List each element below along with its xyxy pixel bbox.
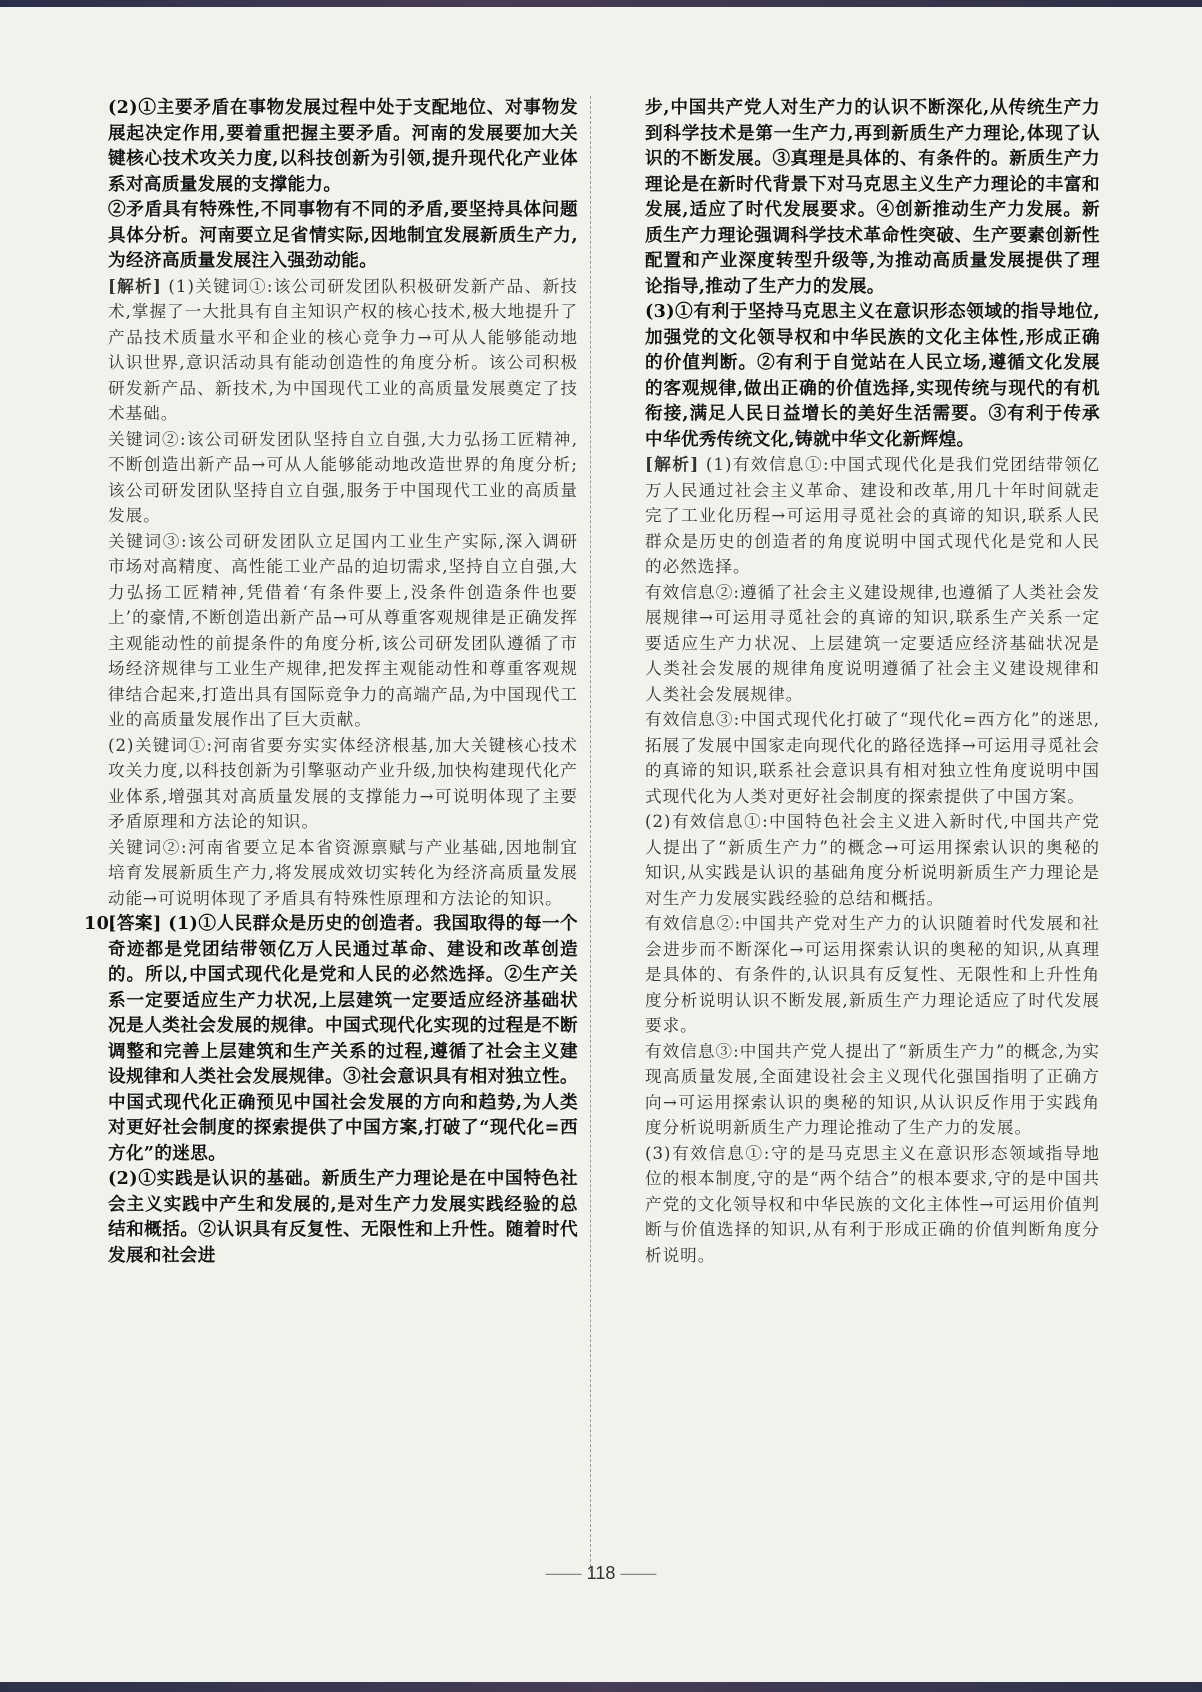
answer-tag: [答案] xyxy=(108,913,162,934)
analysis-paragraph: 有效信息③:中国共产党人提出了“新质生产力”的概念,为实现高质量发展,全面建设社会主义现代化强国指明了正确方向→可运用探索认识的奥秘的知识,从认识反作用于实践角度分析说明新质生产力理论推动了生产力的发展。 xyxy=(645,1041,1100,1137)
question-number: 10. xyxy=(84,913,116,934)
analysis-paragraph: 关键词②:河南省要立足本省资源禀赋与产业基础,因地制宜培育发展新质生产力,将发展成效切实转化为经济高质量发展动能→可说明体现了矛盾具有特殊性原理和方法论的知识。 xyxy=(108,837,578,908)
left-column xyxy=(84,95,578,1268)
answer-paragraph: 10. [答案] (1)①人民群众是历史的创造者。我国取得的每一个奇迹都是党团结带领亿万人民通过革命、建设和改革创造的。所以,中国式现代化是党和人民的必然选择。②生产关系一定要适应生产力状况,上层建筑一定要适应经济基础状况是人类社会发展的规律。中国式现代化实现的过程是不断调整和完善上层建筑和生产关系的过程,遵循了社会主义建设规律和人类社会发展规律。③社会意识具有相对独立性。中国式现代化正确预见中国社会发展的方向和趋势,为人类对更好社会制度的探索提供了中国方案,打破了“现代化=西方化”的迷思。 xyxy=(84,913,578,1164)
right-column xyxy=(645,95,1100,1268)
analysis-paragraph: 关键词②:该公司研发团队坚持自立自强,大力弘扬工匠精神,不断创造出新产品→可从人能够能动地改造世界的角度分析;该公司研发团队坚持自立自强,服务于中国现代工业的高质量发展。 xyxy=(108,429,578,525)
analysis-paragraph: [解析] (1)有效信息①:中国式现代化是我们党团结带领亿万人民通过社会主义革命、建设和改革,用几十年时间就走完了工业化历程→可运用寻觅社会的真谛的知识,联系人民群众是历史的创造者的角度说明中国式现代化是党和人民的必然选择。 xyxy=(645,454,1101,576)
page-footer xyxy=(0,1563,1202,1584)
answer-paragraph: ②矛盾具有特殊性,不同事物有不同的矛盾,要坚持具体问题具体分析。河南要立足省情实际,因地制宜发展新质生产力,为经济高质量发展注入强劲动能。 xyxy=(108,199,578,271)
answer-paragraph: 步,中国共产党人对生产力的认识不断深化,从传统生产力到科学技术是第一生产力,再到新质生产力理论,体现了认识的不断发展。③真理是具体的、有条件的。新质生产力理论是在新时代背景下对马克思主义生产力理论的丰富和发展,适应了时代发展要求。④创新推动生产力发展。新质生产力理论强调科学技术革命性突破、生产要素创新性配置和产业深度转型升级等,为推动高质量发展提供了理论指导,推动了生产力的发展。 xyxy=(645,97,1100,297)
analysis-paragraph: 关键词③:该公司研发团队立足国内工业生产实际,深入调研市场对高精度、高性能工业产品的迫切需求,坚持自立自强,大力弘扬工匠精神,凭借着‘有条件要上,没条件创造条件也要上’的豪情,不断创造出新产品→可从尊重客观规律是正确发挥主观能动性的前提条件的角度分析,该公司研发团队遵循了市场经济规律与工业生产规律,把发挥主观能动性和尊重客观规律结合起来,打造出具有国际竞争力的高端产品,为中国现代工业的高质量发展作出了巨大贡献。 xyxy=(108,531,578,729)
analysis-paragraph: (2)关键词①:河南省要夯实实体经济根基,加大关键核心技术攻关力度,以科技创新为引擎驱动产业升级,加快构建现代化产业体系,增强其对高质量发展的支撑能力→可说明体现了主要矛盾原理和方法论的知识。 xyxy=(108,735,578,831)
analysis-paragraph: [解析] (1)关键词①:该公司研发团队积极研发新产品、新技术,掌握了一大批具有自主知识产权的核心技术,极大地提升了产品技术质量水平和企业的核心竞争力→可从人能够能动地认识世界,意识活动具有能动创造性的角度分析。该公司积极研发新产品、新技术,为中国现代工业的高质量发展奠定了技术基础。 xyxy=(108,275,578,423)
footer-dash: —— xyxy=(620,1563,657,1583)
analysis-paragraph: (3)有效信息①:守的是马克思主义在意识形态领域指导地位的根本制度,守的是“两个结合”的根本要求,守的是中国共产党的文化领导权和中华民族的文化主体性→可运用价值判断与价值选择的知识,从有利于形成正确的价值判断角度分析说明。 xyxy=(645,1143,1100,1265)
analysis-paragraph: 有效信息②:遵循了社会主义建设规律,也遵循了人类社会发展规律→可运用寻觅社会的真谛的知识,联系生产关系一定要适应生产力状况、上层建筑一定要适应经济基础状况是人类社会发展的规律角度说明遵循了社会主义建设规律和人类社会发展规律。 xyxy=(645,582,1100,704)
footer-dash: —— xyxy=(545,1563,582,1583)
analysis-tag: [解析] xyxy=(645,454,700,474)
answer-paragraph: (3)①有利于坚持马克思主义在意识形态领域的指导地位,加强党的文化领导权和中华民族的文化主体性,形成正确的价值判断。②有利于自觉站在人民立场,遵循文化发展的客观规律,做出正确的价值选择,实现传统与现代的有机衔接,满足人民日益增长的美好生活需要。③有利于传承中华优秀传统文化,铸就中华文化新辉煌。 xyxy=(645,301,1100,450)
analysis-paragraph: 有效信息②:中国共产党对生产力的认识随着时代发展和社会进步而不断深化→可运用探索认识的奥秘的知识,从真理是具体的、有条件的,认识具有反复性、无限性和上升性角度分析说明认识不断发展,新质生产力理论适应了时代发展要求。 xyxy=(645,914,1100,1035)
analysis-paragraph: 有效信息③:中国式现代化打破了“现代化=西方化”的迷思,拓展了发展中国家走向现代化的路径选择→可运用寻觅社会的真谛的知识,联系社会意识具有相对独立性角度说明中国式现代化为人类对更好社会制度的探索提供了中国方案。 xyxy=(645,710,1100,806)
page-number: 118 xyxy=(586,1563,616,1583)
analysis-paragraph: (2)有效信息①:中国特色社会主义进入新时代,中国共产党人提出了“新质生产力”的概念→可运用探索认识的奥秘的知识,从实践是认识的基础角度分析说明新质生产力理论是对生产力发展实践经验的总结和概括。 xyxy=(645,812,1100,908)
answer-paragraph: (2)①主要矛盾在事物发展过程中处于支配地位、对事物发展起决定作用,要着重把握主要矛盾。河南的发展要加大关键核心技术攻关力度,以科技创新为引领,提升现代化产业体系对高质量发展的支撑能力。 xyxy=(108,97,578,195)
answer-paragraph: (2)①实践是认识的基础。新质生产力理论是在中国特色社会主义实践中产生和发展的,是对生产力发展实践经验的总结和概括。②认识具有反复性、无限性和上升性。随着时代发展和社会进 xyxy=(108,1168,578,1266)
column-divider xyxy=(590,96,591,1572)
page-bottom-edge xyxy=(0,1682,1202,1692)
analysis-tag: [解析] xyxy=(108,275,162,296)
